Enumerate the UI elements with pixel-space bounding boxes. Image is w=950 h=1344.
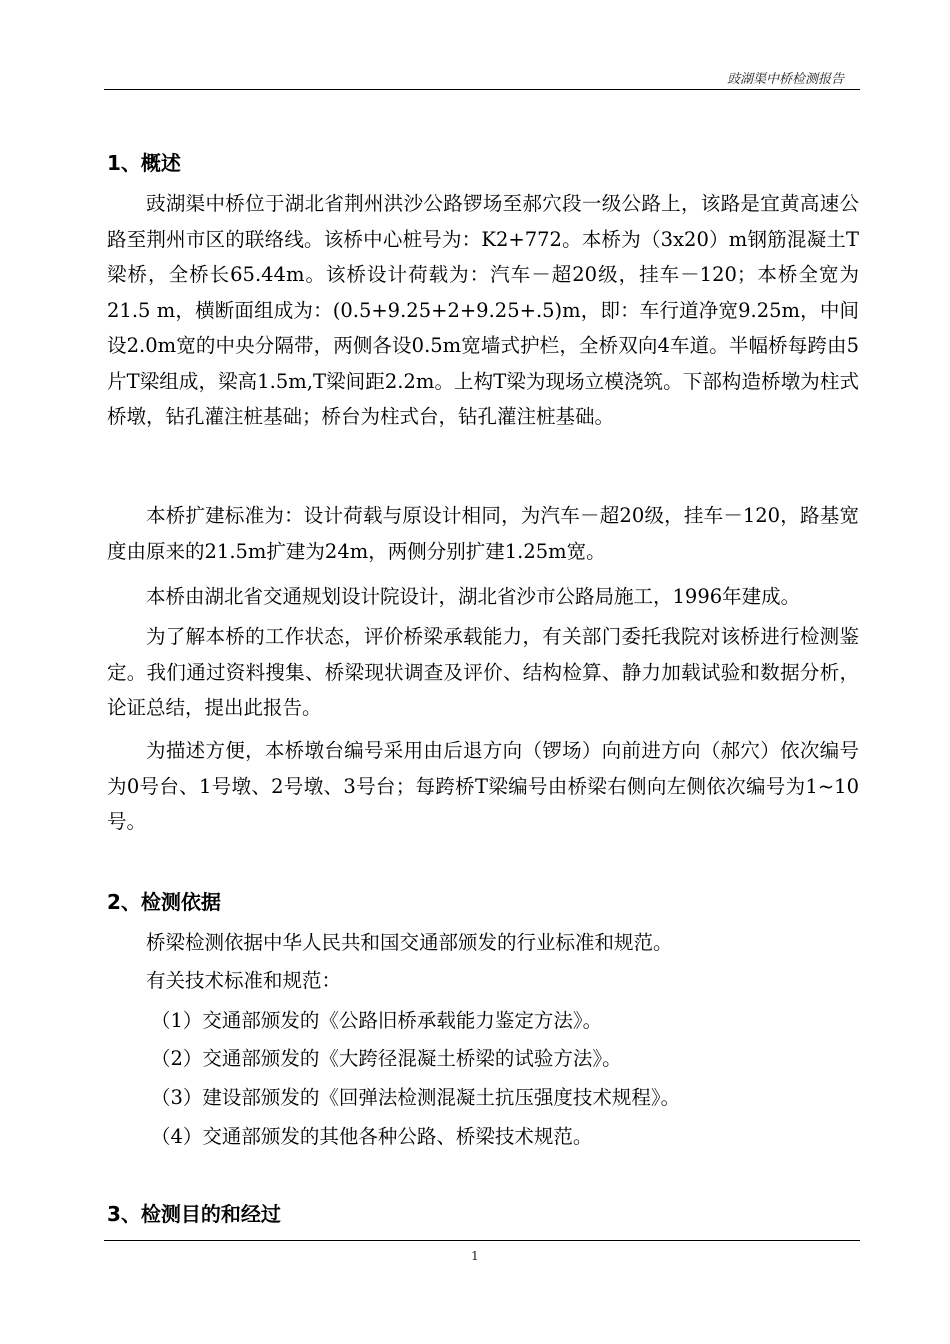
section-1-heading: 1、概述 xyxy=(107,151,181,175)
standard-item: （1）交通部颁发的《公路旧桥承载能力鉴定方法》。 xyxy=(151,1009,603,1032)
page-number: 1 xyxy=(471,1249,479,1263)
standard-item: （2）交通部颁发的《大跨径混凝土桥梁的试验方法》。 xyxy=(151,1047,622,1070)
standards-intro: 有关技术标准和规范： xyxy=(146,969,342,992)
footer-divider xyxy=(104,1240,860,1241)
paragraph-expansion-standard: 本桥扩建标准为：设计荷载与原设计相同，为汽车－超20级，挂车－120，路基宽度由原来的21.5m扩建为24m，两侧分别扩建1.25m宽。 xyxy=(107,504,859,563)
section-3-heading: 3、检测目的和经过 xyxy=(107,1202,281,1226)
paragraph-numbering: 为描述方便，本桥墩台编号采用由后退方向（锣场）向前进方向（郝穴）依次编号为0号台、1号墩、2号墩、3号台；每跨桥T梁编号由桥梁右侧向左侧依次编号为1~10号。 xyxy=(107,739,859,833)
basis-intro: 桥梁检测依据中华人民共和国交通部颁发的行业标准和规范。 xyxy=(146,931,673,954)
standard-item: （4）交通部颁发的其他各种公路、桥梁技术规范。 xyxy=(151,1125,593,1148)
paragraph-overview: 豉湖渠中桥位于湖北省荆州洪沙公路锣场至郝穴段一级公路上，该路是宜黄高速公路至荆州市区的联络线。该桥中心桩号为：K2+772。本桥为（3x20）m钢筋混凝土T梁桥，全桥长65.44m。该桥设计荷载为：汽车－超20级，挂车－120；本桥全宽为21.5 m，横断面组成为：(0.5+9.25+2+9.25+.5)m，即：车行道净宽9.25m，中间设2.0m宽的中央分隔带，两侧各设0.5m宽墙式护栏，全桥双向4车道。半幅桥每跨由5片T梁组成，梁高1.5m,T梁间距2.2m。上构T梁为现场立模浇筑。下部构造桥墩为柱式桥墩，钻孔灌注桩基础；桥台为柱式台，钻孔灌注桩基础。 xyxy=(107,192,859,428)
running-header: 豉湖渠中桥检测报告 xyxy=(726,72,844,87)
section-2-heading: 2、检测依据 xyxy=(107,890,221,914)
paragraph-design-construction: 本桥由湖北省交通规划设计院设计，湖北省沙市公路局施工，1996年建成。 xyxy=(146,585,801,608)
standard-item: （3）建设部颁发的《回弹法检测混凝土抗压强度技术规程》。 xyxy=(151,1086,681,1109)
header-divider xyxy=(104,89,860,90)
paragraph-purpose: 为了解本桥的工作状态，评价桥梁承载能力，有关部门委托我院对该桥进行检测鉴定。我们通过资料搜集、桥梁现状调查及评价、结构检算、静力加载试验和数据分析，论证总结，提出此报告。 xyxy=(107,625,859,719)
